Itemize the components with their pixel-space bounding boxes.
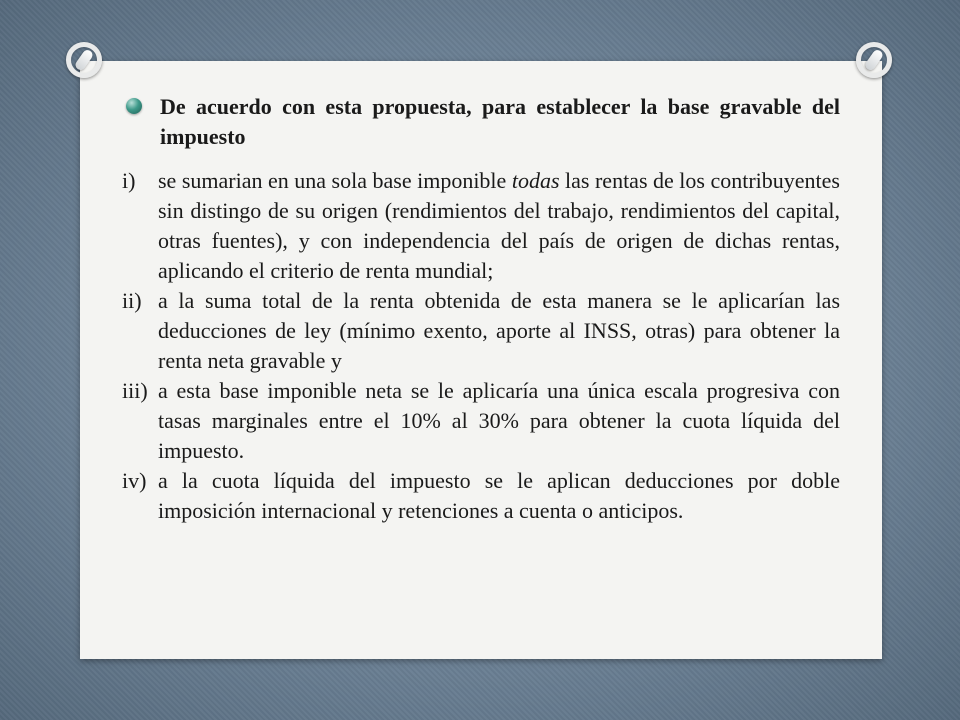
list-item-ii	[122, 286, 840, 376]
emphasis-text: todas	[511, 168, 560, 193]
list-item-text-part: las rentas de los contribuyentes sin distingo de su origen (rendimientos del trabajo, rendimientos del capital, otras fuentes), y con independencia del país de origen de dichas rentas, aplicando el criterio de renta mundial;	[158, 168, 840, 283]
list-item-text: a la cuota líquida del impuesto se le aplican deducciones por doble imposición internacional y retenciones a cuenta o anticipos.	[158, 468, 840, 523]
lead-text: De acuerdo con esta propuesta, para establecer la base gravable del impuesto	[160, 94, 840, 149]
list-item-text: a esta base imponible neta se le aplicaría una única escala progresiva con tasas marginales entre el 10% al 30% para obtener la cuota líquida del impuesto.	[158, 378, 840, 463]
list-item-iv	[122, 466, 840, 526]
lead-paragraph	[122, 92, 840, 152]
list-item-text-part: se sumarian en una sola base imponible	[158, 168, 512, 193]
list-item-number: iii)	[122, 378, 148, 403]
binder-ring-left-icon	[66, 42, 102, 78]
list-item-number: iv)	[122, 468, 147, 493]
slide-content	[122, 92, 840, 526]
list-item-text: a la suma total de la renta obtenida de esta manera se le aplicarían las deducciones de ley (mínimo exento, aporte al INSS, otras) para obtener la renta neta gravable y	[158, 288, 840, 373]
bullet-icon	[126, 98, 142, 114]
list-item-number: ii)	[122, 288, 142, 313]
binder-ring-right-icon	[856, 42, 892, 78]
list-item-iii	[122, 376, 840, 466]
list-item-text	[158, 168, 840, 283]
list-item-number: i)	[122, 168, 136, 193]
list-item-i	[122, 166, 840, 286]
